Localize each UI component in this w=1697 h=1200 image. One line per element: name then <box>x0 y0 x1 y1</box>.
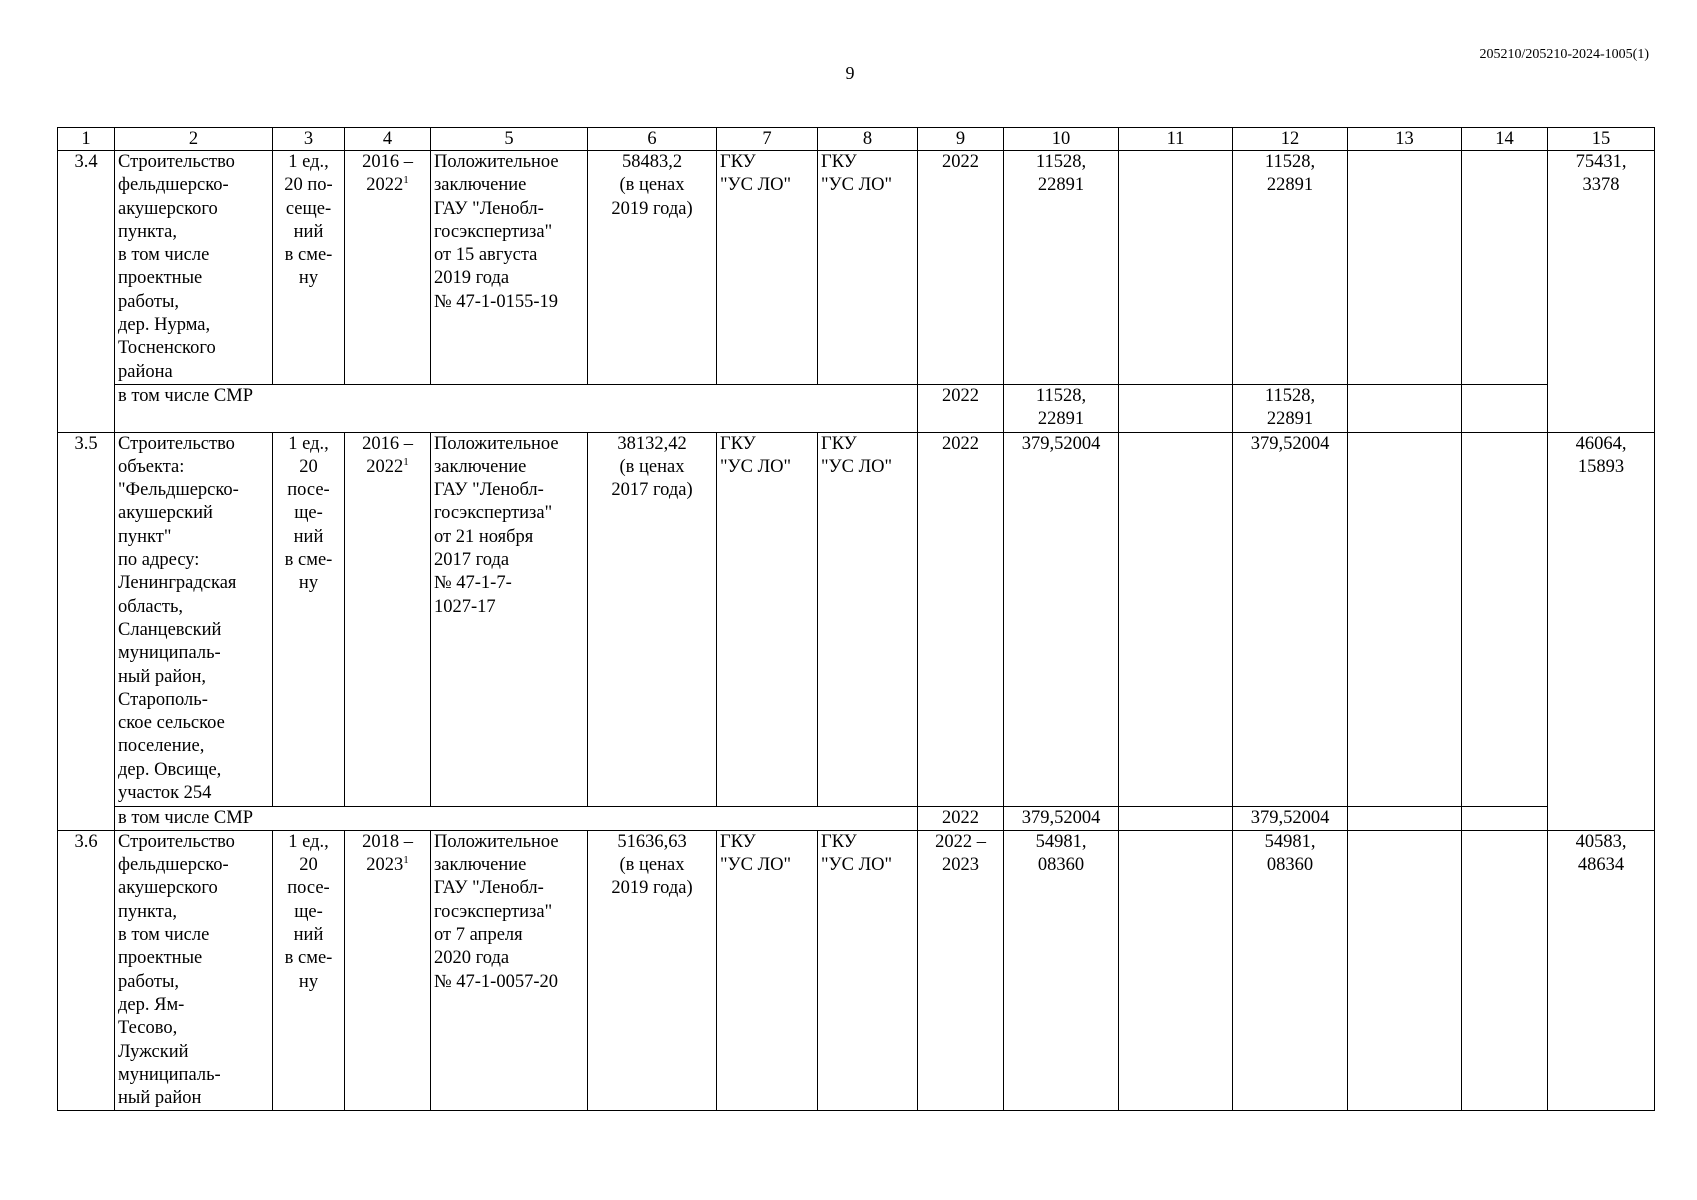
financing-total: 54981, 08360 <box>1035 831 1087 876</box>
row-number: 3.5 <box>58 432 115 830</box>
object-capacity: 1 ед., 20 по- сеще- ний в сме- ну <box>284 152 333 289</box>
investment-objects-table <box>57 127 1655 1111</box>
financing-year: 2022 – 2023 <box>935 831 986 876</box>
column-number: 13 <box>1348 128 1462 151</box>
column-number: 9 <box>918 128 1004 151</box>
object-name: Строительство фельдшерско- акушерского пункта, в том числе проектные работы, дер. Нурма, Тосненского района <box>118 152 235 382</box>
table-row <box>58 830 1655 1111</box>
smr-year: 2022 <box>942 807 979 828</box>
construction-period: 2016 – 2022 <box>362 152 413 196</box>
object-name: Строительство объекта: "Фельдшерско- акушерский пункт" по адресу: Ленинградская область, Сланцевский муниципаль- ный район, Старополь- ское сельское поселение, дер. Овсище, участок 254 <box>118 433 239 804</box>
regional-budget: 11528, 22891 <box>1264 152 1316 196</box>
column-number: 1 <box>58 128 115 151</box>
regional-budget: 379,52004 <box>1250 433 1330 454</box>
remaining-cost: 75431, 3378 <box>1575 152 1627 196</box>
footnote-mark: 1 <box>403 455 409 468</box>
developer: ГКУ "УС ЛО" <box>821 433 893 477</box>
financing-year: 2022 <box>942 433 979 454</box>
column-number: 12 <box>1233 128 1348 151</box>
footnote-mark: 1 <box>403 174 409 187</box>
financing-total: 11528, 22891 <box>1035 152 1087 196</box>
estimated-cost: 38132,42 (в ценах 2017 года) <box>611 433 693 501</box>
smr-label: в том числе СМР <box>115 806 918 830</box>
object-capacity: 1 ед., 20 посе- ще- ний в сме- ну <box>284 831 333 992</box>
page-number: 9 <box>845 63 855 83</box>
column-number: 11 <box>1119 128 1233 151</box>
smr-year: 2022 <box>942 385 979 406</box>
row-number: 3.4 <box>58 151 115 433</box>
smr-total: 11528, 22891 <box>1035 385 1087 430</box>
smr-regional-budget: 11528, 22891 <box>1264 385 1316 430</box>
state-customer: ГКУ "УС ЛО" <box>720 152 792 196</box>
state-customer: ГКУ "УС ЛО" <box>720 831 792 876</box>
column-number: 15 <box>1548 128 1655 151</box>
construction-period: 2016 – 2022 <box>362 433 413 477</box>
construction-period: 2018 – 2023 <box>362 831 413 876</box>
smr-row <box>58 806 1655 830</box>
regional-budget: 54981, 08360 <box>1264 831 1316 876</box>
remaining-cost: 40583, 48634 <box>1575 831 1627 876</box>
smr-label: в том числе СМР <box>115 384 918 432</box>
developer: ГКУ "УС ЛО" <box>821 831 893 876</box>
column-number-header-row <box>58 128 1655 151</box>
column-number: 10 <box>1004 128 1119 151</box>
state-customer: ГКУ "УС ЛО" <box>720 433 792 477</box>
remaining-cost: 46064, 15893 <box>1575 433 1627 477</box>
row-number: 3.6 <box>58 830 115 1111</box>
column-number: 4 <box>345 128 431 151</box>
estimated-cost: 58483,2 (в ценах 2019 года) <box>611 152 693 219</box>
smr-total: 379,52004 <box>1021 807 1101 828</box>
column-number: 5 <box>431 128 588 151</box>
object-capacity: 1 ед., 20 посе- ще- ний в сме- ну <box>284 433 333 594</box>
table-row <box>58 432 1655 806</box>
column-number: 3 <box>273 128 345 151</box>
table-row <box>58 151 1655 385</box>
footnote-mark: 1 <box>403 854 409 867</box>
financing-total: 379,52004 <box>1021 433 1101 454</box>
estimated-cost: 51636,63 (в ценах 2019 года) <box>611 831 693 899</box>
expertise-conclusion: Положительное заключение ГАУ "Ленобл- госэкспертиза" от 21 ноября 2017 года № 47-1-7- 1027-17 <box>434 433 559 617</box>
object-name: Строительство фельдшерско- акушерского пункта, в том числе проектные работы, дер. Ям- Тесово, Лужский муниципаль- ный район <box>118 831 235 1109</box>
column-number: 6 <box>588 128 717 151</box>
column-number: 7 <box>717 128 818 151</box>
smr-regional-budget: 379,52004 <box>1250 807 1330 828</box>
smr-row <box>58 384 1655 432</box>
developer: ГКУ "УС ЛО" <box>821 152 893 196</box>
column-number: 2 <box>115 128 273 151</box>
financing-year: 2022 <box>942 152 979 172</box>
expertise-conclusion: Положительное заключение ГАУ "Ленобл- госэкспертиза" от 7 апреля 2020 года № 47-1-0057-20 <box>434 831 559 992</box>
column-number: 8 <box>818 128 918 151</box>
document-id: 205210/205210-2024-1005(1) <box>1479 47 1649 62</box>
column-number: 14 <box>1462 128 1548 151</box>
expertise-conclusion: Положительное заключение ГАУ "Ленобл- госэкспертиза" от 15 августа 2019 года № 47-1-0155-19 <box>434 152 559 312</box>
